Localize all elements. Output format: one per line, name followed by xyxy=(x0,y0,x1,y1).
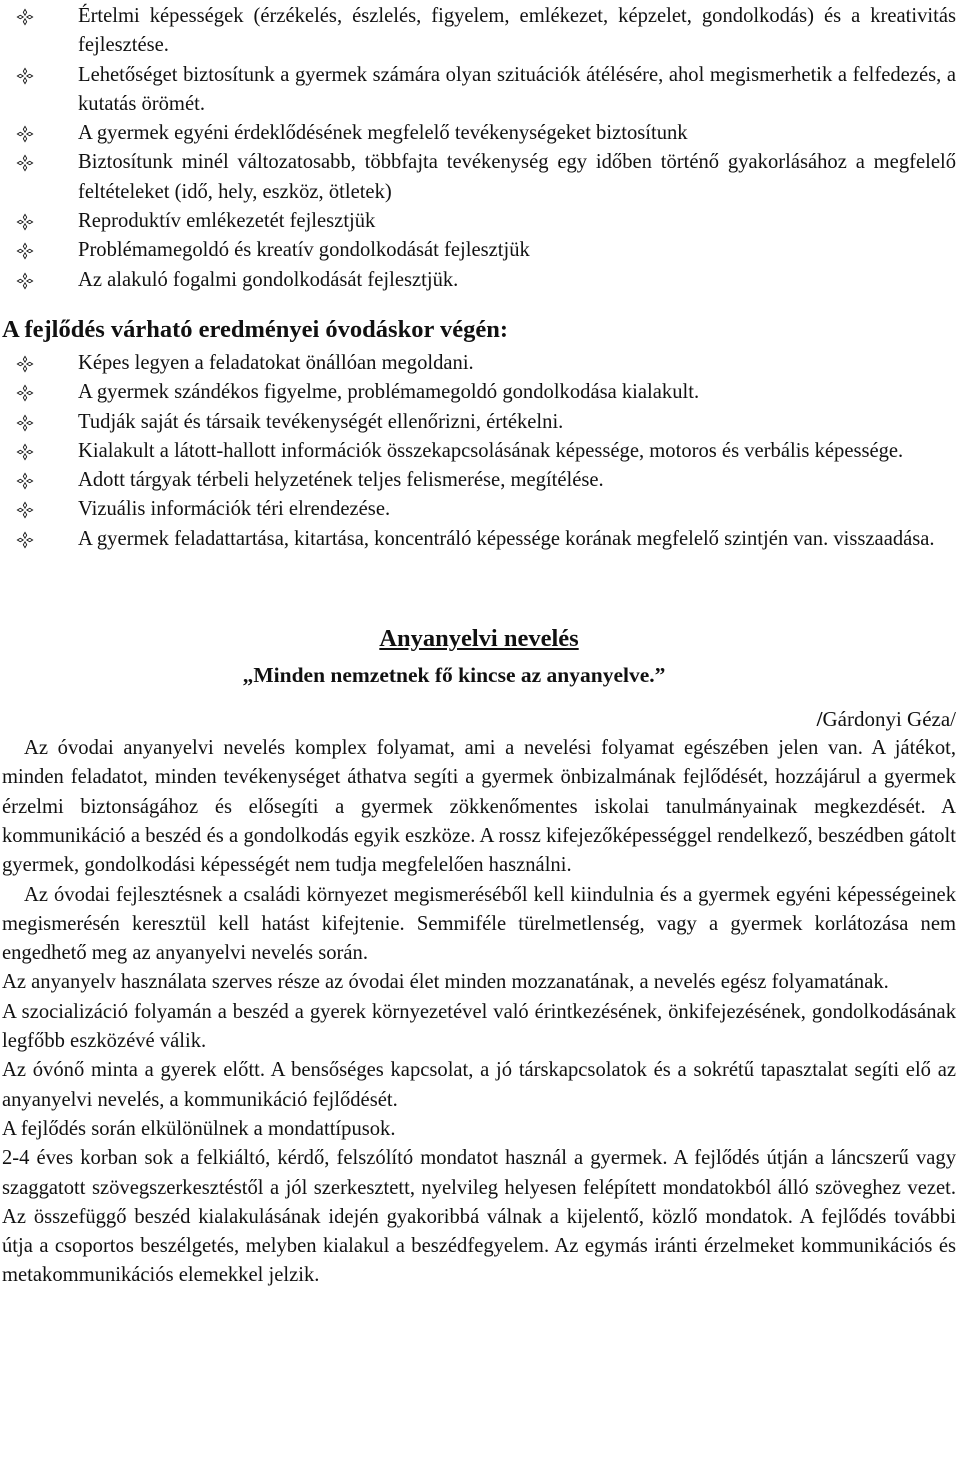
list-item: Vizuális információk téri elrendezése. xyxy=(2,495,956,524)
four-petal-diamond-icon xyxy=(16,355,34,373)
body-paragraph: 2-4 éves korban sok a felkiáltó, kérdő, felszólító mondatot használ a gyermek. A fejlődés útján a láncszerű vagy szaggatott szövegszerkesztéstől a jól szerkesztett, nyelvileg helyesen felépített mondatokból álló szöveghez vezet. Az összefüggő beszéd kialakulásának idején gyakoribbá válnak a kijelentő, közlő mondatok. A fejlődés további útja a csoportos beszélgetés, melyben kialakul a beszédfegyelem. Az egymás iránti érzelmeket kommunikációs és metakommunikációs elemekkel jelzik. xyxy=(2,1147,956,1287)
body-paragraph: Az anyanyelv használata szerves része az óvodai élet minden mozzanatának, a nevelés egész folyamatának. xyxy=(2,971,889,994)
body-paragraph: Az óvodai anyanyelvi nevelés komplex folyamat, ami a nevelési folyamat egészében jelen van. A játékot, minden feladatot, minden tevékenységet áthatva segíti a gyermek önbizalmának fejlődését, hozzájárul a gyermek érzelmi biztonságához és elősegíti a gyermek zökkenőmentes iskolai tanulmányainak megkezdését. A kommunikáció a beszéd és a gondolkodás egyik eszköze. A rossz kifejezőképességgel rendelkező, beszédben gátolt gyermek, gondolkodási képességét nem tudja megfelelően használni. xyxy=(2,737,956,877)
four-petal-diamond-icon xyxy=(16,213,34,231)
four-petal-diamond-icon xyxy=(16,414,34,432)
list-item: Problémamegoldó és kreatív gondolkodását fejlesztjük xyxy=(2,236,956,265)
list-item: Lehetőséget biztosítunk a gyermek számára olyan szituációk átélésére, ahol megismerhetik a felfedezés, a kutatás örömét. xyxy=(2,61,956,120)
list-item: A gyermek egyéni érdeklődésének megfelelő tevékenységeket biztosítunk xyxy=(2,119,956,148)
four-petal-diamond-icon xyxy=(16,125,34,143)
section-heading-native-language: Anyanyelvi nevelés xyxy=(379,625,579,653)
four-petal-diamond-icon xyxy=(16,531,34,549)
body-paragraph: A fejlődés során elkülönülnek a mondattípusok. xyxy=(2,1117,396,1140)
four-petal-diamond-icon xyxy=(16,384,34,402)
cognitive-goals-list xyxy=(2,2,956,295)
body-paragraph: A szocializáció folyamán a beszéd a gyerek környezetével való érintkezésének, önkifejezésének, gondolkodásának legfőbb eszközévé válik. xyxy=(2,1000,956,1053)
list-item: Biztosítunk minél változatosabb, többfajta tevékenység egy időben történő gyakorlásához a megfelelő feltételeket (idő, hely, eszköz, ötletek) xyxy=(2,148,956,207)
list-item: Képes legyen a feladatokat önállóan megoldani. xyxy=(2,349,956,378)
four-petal-diamond-icon xyxy=(16,443,34,461)
four-petal-diamond-icon xyxy=(16,272,34,290)
list-item: Kialakult a látott-hallott információk összekapcsolásának képessége, motoros és verbális képessége. xyxy=(2,437,956,466)
four-petal-diamond-icon xyxy=(16,242,34,260)
four-petal-diamond-icon xyxy=(16,67,34,85)
four-petal-diamond-icon xyxy=(16,472,34,490)
section-heading-expected-results: A fejlődés várható eredményei óvodáskor végén: xyxy=(2,315,509,343)
attribution-slash: / xyxy=(816,707,823,732)
quote-attribution xyxy=(2,690,956,734)
attribution-author: Gárdonyi Géza/ xyxy=(822,707,956,732)
body-paragraph: Az óvodai fejlesztésnek a családi környezet megismeréséből kell kiindulnia és a gyermek egyéni képességeinek megismerésén keresztül kell hatást kifejtenie. Semmiféle türelmetlenség, vagy a gyermek korlátozása nem engedhető meg az anyanyelvi nevelés során. xyxy=(2,883,956,965)
four-petal-diamond-icon xyxy=(16,8,34,26)
list-item: A gyermek feladattartása, kitartása, koncentráló képessége korának megfelelő szintjén van. visszaadása. xyxy=(2,525,956,554)
body-paragraph: Az óvónő minta a gyerek előtt. A bensőséges kapcsolat, a jó társkapcsolatok és a sokrétű tapasztalat segíti elő az anyanyelvi nevelés, a kommunikáció fejlődését. xyxy=(2,1059,956,1111)
expected-results-list xyxy=(2,349,956,554)
motto-quote: „Minden nemzetnek fő kincse az anyanyelve.” xyxy=(242,663,666,688)
list-item: Tudják saját és társaik tevékenységét ellenőrizni, értékelni. xyxy=(2,408,956,437)
list-item: Adott tárgyak térbeli helyzetének teljes felismerése, megítélése. xyxy=(2,466,956,495)
four-petal-diamond-icon xyxy=(16,154,34,172)
four-petal-diamond-icon xyxy=(16,501,34,519)
list-item: Az alakuló fogalmi gondolkodását fejlesztjük. xyxy=(2,266,956,295)
list-item: Értelmi képességek (érzékelés, észlelés, figyelem, emlékezet, képzelet, gondolkodás) és a kreativitás fejlesztése. xyxy=(2,2,956,61)
list-item: A gyermek szándékos figyelme, problémamegoldó gondolkodása kialakult. xyxy=(2,378,956,407)
list-item: Reproduktív emlékezetét fejlesztjük xyxy=(2,207,956,236)
